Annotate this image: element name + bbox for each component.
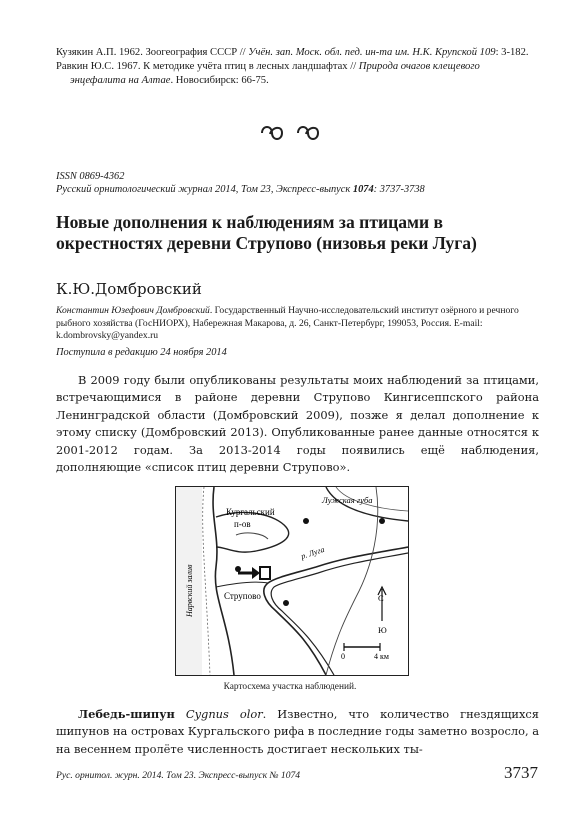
map-label-village: Струпово	[224, 591, 261, 601]
observation-map	[176, 487, 408, 675]
body-paragraph: Лебедь-шипун Cygnus olor. Известно, что количество гнездящихся шипунов на островах Кургальского рифа в последние годы заметно возросло, а на весеннем пролёте численность достигает нескольких ты-	[56, 707, 539, 756]
map-label-bay: Лужская губа	[322, 495, 373, 505]
reference-item: Равкин Ю.С. 1967. К методике учёта птиц в лесных ландшафтах // Природа очагов клещевого энцефалита на Алтае. Новосибирск: 66-75.	[56, 61, 480, 86]
ornament-icon	[258, 122, 322, 144]
journal-citation: Русский орнитологический журнал 2014, Том 23, Экспресс-выпуск 1074: 3737-3738	[56, 184, 425, 195]
settlement-dot	[283, 600, 289, 606]
settlement-dot	[379, 518, 385, 524]
settlement-dot	[235, 566, 241, 572]
map-label-north: С	[378, 593, 384, 603]
map-figure	[175, 486, 409, 676]
pointer-arrow-icon	[252, 567, 260, 579]
section-ornament	[0, 122, 580, 149]
species-name-lat: Cygnus olor	[185, 707, 263, 721]
issn: ISSN 0869-4362	[56, 171, 125, 182]
reference-list	[56, 46, 538, 88]
body-paragraph: В 2009 году были опубликованы результаты моих наблюдений за птицами, встречающимися в районе деревни Струпово Кингисеппского района Ленинградской области (Домбровский 2009), позже я делал дополнение к этому списку (Домбровский 2013). Опубликованные ранее данные относятся к 2001-2012 годам. За 2013-2014 годы появились ещё наблюдения, дополняющие «список птиц деревни Струпово».	[56, 373, 539, 475]
author-affiliation: Константин Юзефович Домбровский. Государственный Научно-исследовательский институт озёрного и речного рыбного хозяйства (ГосНИОРХ), Набережная Макарова, д. 26, Санкт-Петербург, 199053, Россия. E-mail: k.dombrovsky@yandex.ru	[56, 305, 519, 342]
settlement-dot	[303, 518, 309, 524]
map-label-gulf: Нарвский залив	[185, 564, 194, 617]
observation-area-marker	[260, 567, 270, 579]
map-label-river: р. Луга	[299, 544, 326, 561]
map-label-south: Ю	[378, 625, 387, 635]
received-date: Поступила в редакцию 24 ноября 2014	[56, 347, 227, 358]
page-number: 3737	[504, 763, 538, 782]
figure-caption: Картосхема участка наблюдений.	[223, 682, 357, 692]
issn-block	[56, 170, 425, 196]
author-name: К.Ю.Домбровский	[56, 280, 202, 298]
page-footer: Рус. орнитол. журн. 2014. Том 23. Экспресс-выпуск № 1074	[56, 770, 301, 781]
scale-label-four: 4 км	[374, 652, 389, 661]
species-name-ru: Лебедь-шипун	[78, 707, 175, 721]
map-label-peninsula: Кургальский	[226, 507, 275, 517]
article-title: Новые дополнения к наблюдениям за птицами в окрестностях деревни Струпово (низовья реки Луга)	[56, 212, 477, 253]
reference-item: Кузякин А.П. 1962. Зоогеография СССР // Учён. зап. Моск. обл. пед. ин-та им. Н.К. Крупской 109: 3-182.	[56, 47, 529, 58]
scale-label-zero: 0	[341, 652, 345, 661]
map-label-peninsula: п-ов	[234, 519, 251, 529]
